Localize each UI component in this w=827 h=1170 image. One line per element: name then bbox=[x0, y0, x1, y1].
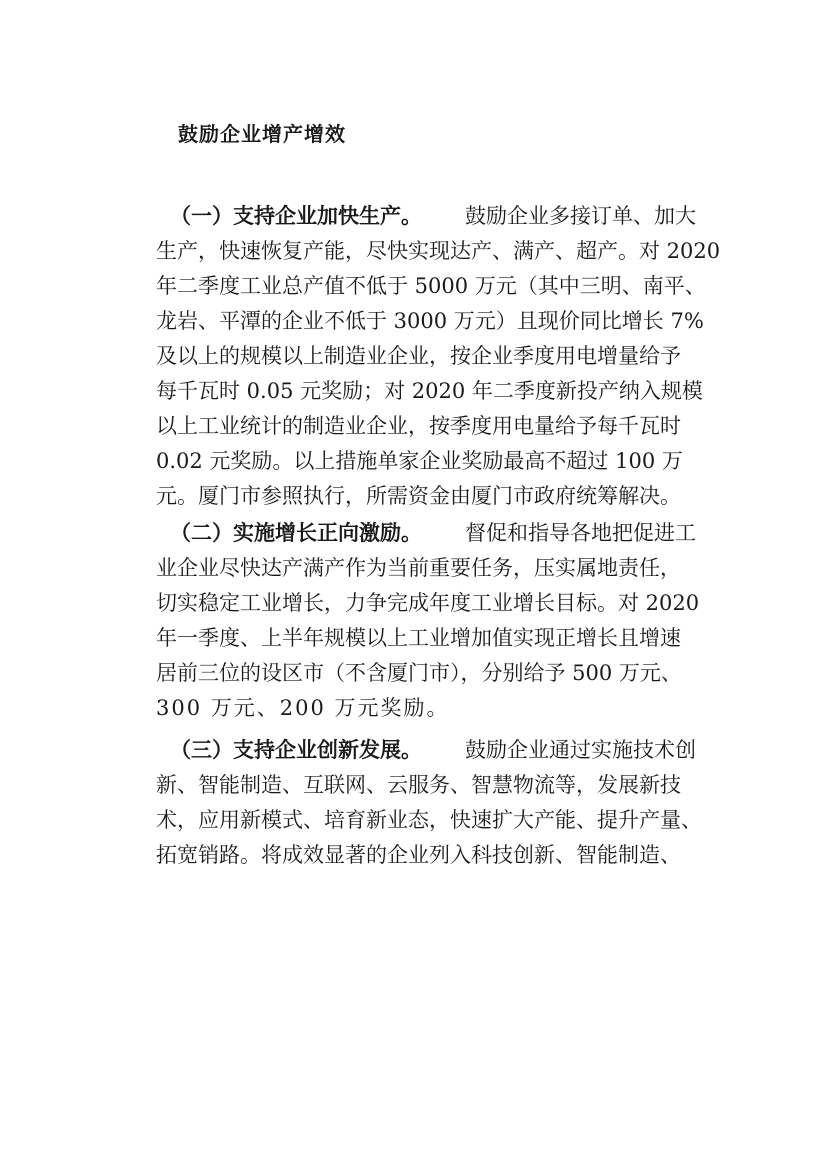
line-text: 每千瓦时 0.05 元奖励；对 2020 年二季度新投产纳入规模 bbox=[156, 379, 703, 403]
paragraph-3-line-3 bbox=[156, 800, 702, 840]
line-text: 年二季度工业总产值不低于 5000 万元（其中三明、南平、 bbox=[156, 274, 706, 298]
paragraph-1-line-3 bbox=[156, 266, 706, 306]
line-text: 鼓励企业通过实施技术创 bbox=[465, 738, 696, 762]
paragraph-1-line-5 bbox=[156, 336, 696, 376]
paragraph-2-line-2 bbox=[156, 548, 696, 588]
line-text: 切实稳定工业增长，力争完成年度工业增长目标。对 2020 bbox=[156, 591, 700, 615]
line-text: 元。厦门市参照执行，所需资金由厦门市政府统筹解决。 bbox=[156, 484, 681, 508]
paragraph-1-line-9 bbox=[156, 476, 696, 516]
line-text: 新、智能制造、互联网、云服务、智慧物流等，发展新技 bbox=[156, 773, 681, 797]
paragraph-1-line-7 bbox=[156, 406, 696, 446]
paragraph-1-line-8 bbox=[156, 441, 696, 481]
line-text: 以上工业统计的制造业企业，按季度用电量给予每千瓦时 bbox=[156, 414, 681, 438]
line-text: 龙岩、平潭的企业不低于 3000 万元）且现价同比增长 7% bbox=[156, 309, 704, 333]
paragraph-2-line-4 bbox=[156, 618, 696, 658]
line-text: 术，应用新模式、培育新业态，快速扩大产能、提升产量、 bbox=[156, 808, 702, 832]
paragraph-3-line-4 bbox=[156, 835, 696, 875]
paragraph-1-line-2 bbox=[156, 231, 721, 271]
line-text: 年一季度、上半年规模以上工业增加值实现正增长且增速 bbox=[156, 626, 681, 650]
line-text: 生产，快速恢复产能，尽快实现达产、满产、超产。对 2020 bbox=[156, 239, 721, 263]
line-text: 及以上的规模以上制造业企业，按企业季度用电增量给予 bbox=[156, 344, 681, 368]
line-text: 业企业尽快达产满产作为当前重要任务，压实属地责任， bbox=[156, 556, 681, 580]
paragraph-3-line-2 bbox=[156, 765, 696, 805]
line-text: 居前三位的设区市（不含厦门市），分别给予 500 万元、 bbox=[156, 661, 682, 685]
line-text: 督促和指导各地把促进工 bbox=[465, 521, 696, 545]
section-heading: 鼓励企业增产增效 bbox=[178, 122, 346, 146]
line-text: 0.02 元奖励。以上措施单家企业奖励最高不超过 100 万 bbox=[156, 449, 683, 473]
paragraph-2-line-6 bbox=[156, 688, 696, 728]
paragraph-1-line-6 bbox=[156, 371, 703, 411]
clause-title-1: （一）支持企业加快生产。 bbox=[170, 204, 422, 228]
paragraph-3-line-1 bbox=[156, 730, 696, 770]
paragraph-1-line-4 bbox=[156, 301, 704, 341]
paragraph-2-line-5 bbox=[156, 653, 696, 693]
line-text: 拓宽销路。将成效显著的企业列入科技创新、智能制造、 bbox=[156, 843, 681, 867]
paragraph-1-line-1 bbox=[156, 196, 696, 236]
clause-title-2: （二）实施增长正向激励。 bbox=[170, 521, 422, 545]
line-text: 300 万元、200 万元奖励。 bbox=[156, 696, 450, 720]
paragraph-2-line-3 bbox=[156, 583, 700, 623]
paragraph-2-line-1 bbox=[156, 513, 696, 553]
line-text: 鼓励企业多接订单、加大 bbox=[465, 204, 696, 228]
clause-title-3: （三）支持企业创新发展。 bbox=[170, 738, 422, 762]
